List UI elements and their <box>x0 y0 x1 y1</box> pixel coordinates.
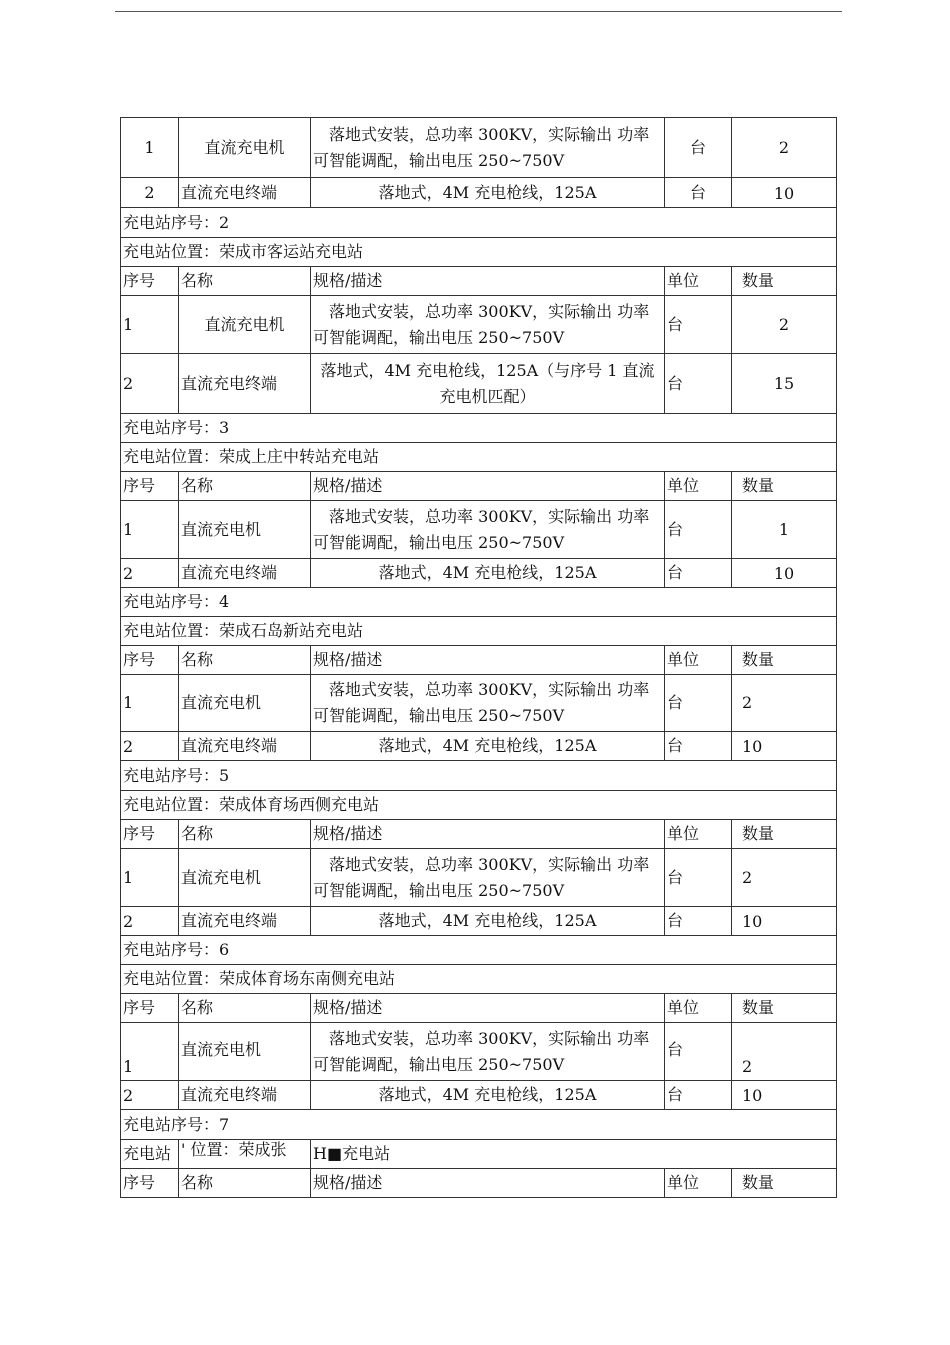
item-spec: 落地式安装，总功率 300KV，实际输出 功率可智能调配，输出电压 250~750V <box>311 118 665 178</box>
station-number: 充电站序号：4 <box>121 588 837 617</box>
header-name: 名称 <box>179 646 311 675</box>
item-unit: 台 <box>665 296 732 354</box>
item-unit: 台 <box>665 118 732 178</box>
header-qty: 数量 <box>732 472 837 501</box>
table-row <box>121 791 837 820</box>
item-name: 直流充电终端 <box>179 907 311 936</box>
item-spec: 落地式，4M 充电枪线，125A <box>311 178 665 208</box>
item-no: 1 <box>121 675 179 732</box>
item-qty: 2 <box>732 118 837 178</box>
table-row <box>121 354 837 414</box>
table-row <box>121 1110 837 1140</box>
header-qty: 数量 <box>732 267 837 296</box>
item-unit: 台 <box>665 732 732 761</box>
header-qty: 数量 <box>732 1169 837 1198</box>
item-qty: 2 <box>732 296 837 354</box>
item-name: 直流充电机 <box>179 501 311 559</box>
table-row <box>121 732 837 761</box>
table-row <box>121 1081 837 1110</box>
table-header-row <box>121 994 837 1023</box>
station-number: 充电站序号：7 <box>121 1110 837 1140</box>
item-unit: 台 <box>665 849 732 907</box>
station-number: 充电站序号：2 <box>121 208 837 238</box>
table-row <box>121 849 837 907</box>
item-qty: 10 <box>732 907 837 936</box>
header-spec: 规格/描述 <box>311 994 665 1023</box>
item-no: 2 <box>121 907 179 936</box>
item-no: 1 <box>121 1023 179 1081</box>
header-qty: 数量 <box>732 994 837 1023</box>
table-row <box>121 1140 837 1169</box>
item-spec: 落地式安装，总功率 300KV，实际输出 功率可智能调配，输出电压 250~750V <box>311 296 665 354</box>
station-location: 充电站位置：荣成体育场东南侧充电站 <box>121 965 837 994</box>
item-name: 直流充电机 <box>179 118 311 178</box>
item-no: 1 <box>121 296 179 354</box>
item-qty: 10 <box>732 178 837 208</box>
station-location-label: 充电站 <box>121 1140 179 1169</box>
header-name: 名称 <box>179 267 311 296</box>
item-spec: 落地式安装，总功率 300KV，实际输出 功率可智能调配，输出电压 250~750V <box>311 849 665 907</box>
table-header-row <box>121 646 837 675</box>
item-spec: 落地式，4M 充电枪线，125A（与序号 1 直流充电机匹配） <box>311 354 665 414</box>
item-unit: 台 <box>665 675 732 732</box>
header-no: 序号 <box>121 994 179 1023</box>
item-qty: 10 <box>732 559 837 588</box>
item-no: 1 <box>121 501 179 559</box>
header-spec: 规格/描述 <box>311 267 665 296</box>
item-spec: 落地式安装，总功率 300KV，实际输出 功率可智能调配，输出电压 250~750V <box>311 501 665 559</box>
header-unit: 单位 <box>665 1169 732 1198</box>
table-row <box>121 178 837 208</box>
header-unit: 单位 <box>665 994 732 1023</box>
header-unit: 单位 <box>665 472 732 501</box>
item-qty: 2 <box>732 1023 837 1081</box>
item-qty: 2 <box>732 675 837 732</box>
item-no: 2 <box>121 178 179 208</box>
item-name: 直流充电终端 <box>179 732 311 761</box>
table-row <box>121 208 837 238</box>
table-row <box>121 965 837 994</box>
header-qty: 数量 <box>732 820 837 849</box>
table-row <box>121 414 837 443</box>
item-spec: 落地式，4M 充电枪线，125A <box>311 559 665 588</box>
header-name: 名称 <box>179 820 311 849</box>
table-row <box>121 559 837 588</box>
table-header-row <box>121 820 837 849</box>
item-unit: 台 <box>665 1081 732 1110</box>
header-unit: 单位 <box>665 267 732 296</box>
station-location-name: H■充电站 <box>311 1140 837 1169</box>
header-no: 序号 <box>121 820 179 849</box>
table-header-row <box>121 1169 837 1198</box>
item-name: 直流充电机 <box>179 849 311 907</box>
table-row <box>121 443 837 472</box>
station-location: 充电站位置：荣成上庄中转站充电站 <box>121 443 837 472</box>
header-spec: 规格/描述 <box>311 820 665 849</box>
header-name: 名称 <box>179 994 311 1023</box>
item-spec: 落地式安装，总功率 300KV，实际输出 功率可智能调配，输出电压 250~750V <box>311 1023 665 1081</box>
item-unit: 台 <box>665 178 732 208</box>
station-number: 充电站序号：3 <box>121 414 837 443</box>
header-unit: 单位 <box>665 820 732 849</box>
item-spec: 落地式安装，总功率 300KV，实际输出 功率可智能调配，输出电压 250~750V <box>311 675 665 732</box>
station-location: 充电站位置：荣成市客运站充电站 <box>121 238 837 267</box>
header-name: 名称 <box>179 472 311 501</box>
item-name: 直流充电机 <box>179 1023 311 1081</box>
table-row <box>121 907 837 936</box>
table-row <box>121 1023 837 1081</box>
table-header-row <box>121 472 837 501</box>
charging-station-equipment-table <box>120 117 837 1198</box>
item-unit: 台 <box>665 501 732 559</box>
item-no: 2 <box>121 354 179 414</box>
station-number: 充电站序号：5 <box>121 761 837 791</box>
header-unit: 单位 <box>665 646 732 675</box>
header-no: 序号 <box>121 267 179 296</box>
item-no: 2 <box>121 732 179 761</box>
item-name: 直流充电终端 <box>179 354 311 414</box>
item-no: 2 <box>121 1081 179 1110</box>
page-top-rule <box>115 11 842 12</box>
table-header-row <box>121 267 837 296</box>
item-no: 1 <box>121 118 179 178</box>
station-location: 充电站位置：荣成体育场西侧充电站 <box>121 791 837 820</box>
item-qty: 10 <box>732 732 837 761</box>
header-no: 序号 <box>121 472 179 501</box>
header-spec: 规格/描述 <box>311 646 665 675</box>
item-qty: 1 <box>732 501 837 559</box>
table-row <box>121 936 837 965</box>
item-name: 直流充电机 <box>179 296 311 354</box>
item-spec: 落地式，4M 充电枪线，125A <box>311 732 665 761</box>
item-name: 直流充电终端 <box>179 178 311 208</box>
item-qty: 2 <box>732 849 837 907</box>
station-number: 充电站序号：6 <box>121 936 837 965</box>
item-unit: 台 <box>665 1023 732 1081</box>
header-spec: 规格/描述 <box>311 1169 665 1198</box>
item-unit: 台 <box>665 907 732 936</box>
item-name: 直流充电机 <box>179 675 311 732</box>
item-unit: 台 <box>665 354 732 414</box>
item-unit: 台 <box>665 559 732 588</box>
table-row <box>121 617 837 646</box>
header-spec: 规格/描述 <box>311 472 665 501</box>
table-row <box>121 238 837 267</box>
table-row <box>121 761 837 791</box>
header-name: 名称 <box>179 1169 311 1198</box>
item-name: 直流充电终端 <box>179 559 311 588</box>
item-qty: 10 <box>732 1081 837 1110</box>
header-no: 序号 <box>121 646 179 675</box>
table-row <box>121 675 837 732</box>
item-name: 直流充电终端 <box>179 1081 311 1110</box>
table-row <box>121 588 837 617</box>
table-row <box>121 501 837 559</box>
item-spec: 落地式，4M 充电枪线，125A <box>311 907 665 936</box>
header-no: 序号 <box>121 1169 179 1198</box>
station-location-fragment: ' 位置：荣成张 <box>179 1140 311 1169</box>
table-row <box>121 118 837 178</box>
table-row <box>121 296 837 354</box>
item-spec: 落地式，4M 充电枪线，125A <box>311 1081 665 1110</box>
station-location: 充电站位置：荣成石岛新站充电站 <box>121 617 837 646</box>
item-qty: 15 <box>732 354 837 414</box>
item-no: 2 <box>121 559 179 588</box>
header-qty: 数量 <box>732 646 837 675</box>
item-no: 1 <box>121 849 179 907</box>
